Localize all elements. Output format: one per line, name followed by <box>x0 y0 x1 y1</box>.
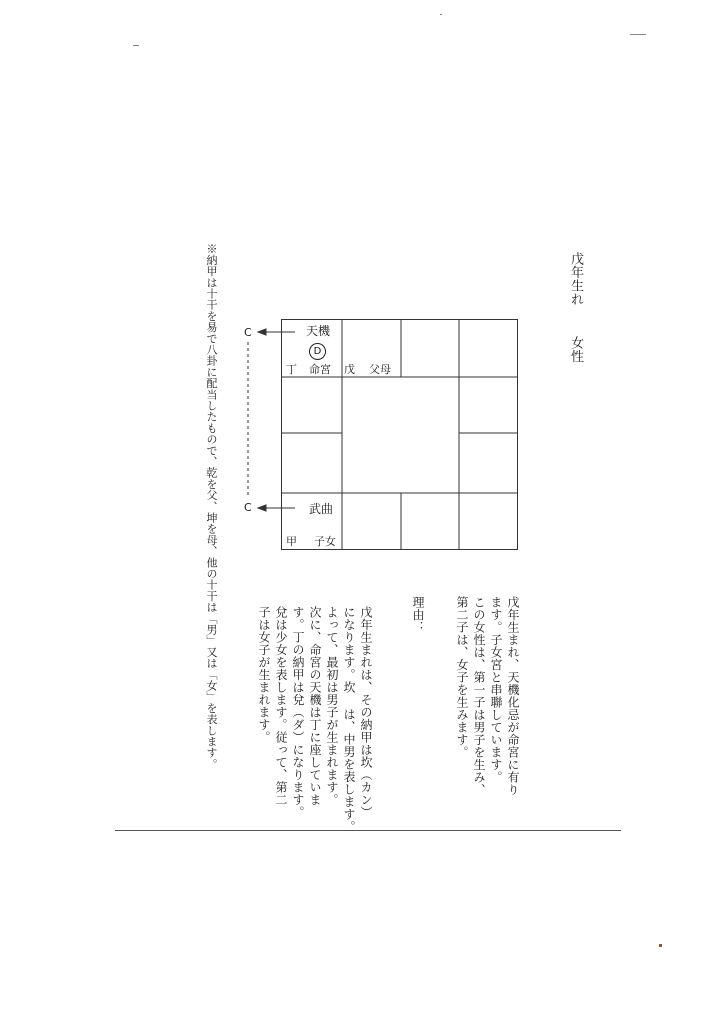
scan-speck <box>659 944 662 947</box>
hua-ji-mark: D <box>309 343 326 360</box>
reason-text <box>255 606 374 833</box>
ming-star: 天機 <box>306 324 331 338</box>
footnote: ※納甲は十干を易で八卦に配当したもので、乾を父、坤を母、他の十干は「男」又は「女」を表します。 <box>205 243 218 770</box>
astrology-chart <box>281 319 518 550</box>
arrow-connector <box>240 320 300 520</box>
ming-palace-label: 命宮 <box>309 363 331 376</box>
title-line2: 女性 <box>568 336 583 363</box>
title-line1: 戊年生れ <box>568 252 583 306</box>
reason-line: 兌は少女を表します。従って、第二 <box>274 606 288 806</box>
reason-line: す。丁の納甲は兌（ダ）になります。 <box>291 606 305 819</box>
intro-line: 戊年生まれ、天機化忌が命宮に有り <box>506 596 520 796</box>
children-star: 武曲 <box>309 502 334 516</box>
reason-line: になります。坎 は、中男を表します。 <box>342 606 356 833</box>
scan-speck <box>440 14 442 15</box>
reason-line: 次に、命宮の天機は丁に座していま <box>308 606 322 806</box>
arrow-label-top: C <box>244 326 252 339</box>
intro-line: 第二子は、女子を生みます。 <box>455 596 469 759</box>
page-title <box>566 252 584 363</box>
parents-stem: 戊 <box>344 363 355 376</box>
reason-label: 理由： <box>411 596 425 634</box>
children-palace-label: 子女 <box>314 535 336 548</box>
reason-line: よって、最初は男子が生まれます。 <box>325 606 339 806</box>
reason-line: 子は女子が生まれます。 <box>257 606 271 744</box>
parents-palace-label: 父母 <box>369 363 391 376</box>
intro-line: ます。子女宮と串聯しています。 <box>489 596 503 784</box>
scan-speck <box>133 45 139 46</box>
scan-speck <box>630 34 646 35</box>
arrow-label-bottom: C <box>244 501 252 514</box>
horizontal-rule <box>115 830 621 831</box>
reason-line: 戊年生まれは、その納甲は坎（カン） <box>359 606 373 819</box>
intro-line: この女性は、第一子は男子を生み、 <box>472 596 486 796</box>
children-stem: 甲 <box>286 535 297 548</box>
ming-stem: 丁 <box>286 363 297 376</box>
intro-text <box>453 596 521 801</box>
